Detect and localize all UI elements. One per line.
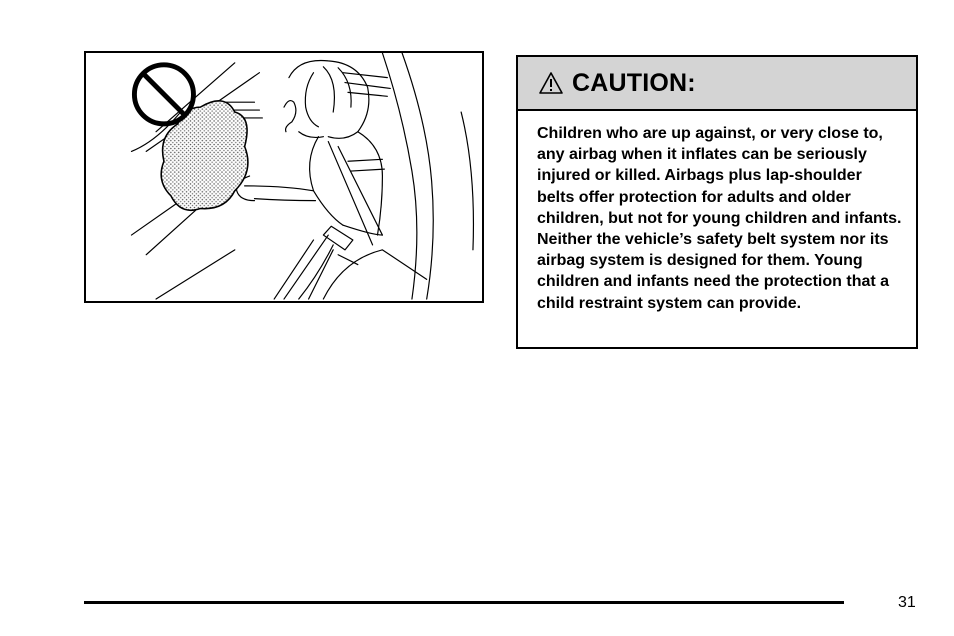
airbag-illustration [84,51,484,303]
page-number: 31 [898,594,916,611]
footer-rule [84,601,844,604]
child-airbag-drawing [86,53,482,301]
caution-text: Children who are up against, or very close to, any airbag when it inflates can be seriously injured or killed. Airbags plus lap-shoulder belts offer protection for adults and older children, but not for young children and infants. Neither the vehicle’s safety belt system nor its airbag system is designed for them. Young children and infants need the protection that a child restraint system can provide. [537,125,902,312]
caution-box [516,55,918,349]
warning-triangle-icon [538,71,564,95]
caution-header [518,57,916,111]
caution-title: CAUTION: [572,68,696,97]
prohibition-icon [134,65,193,124]
